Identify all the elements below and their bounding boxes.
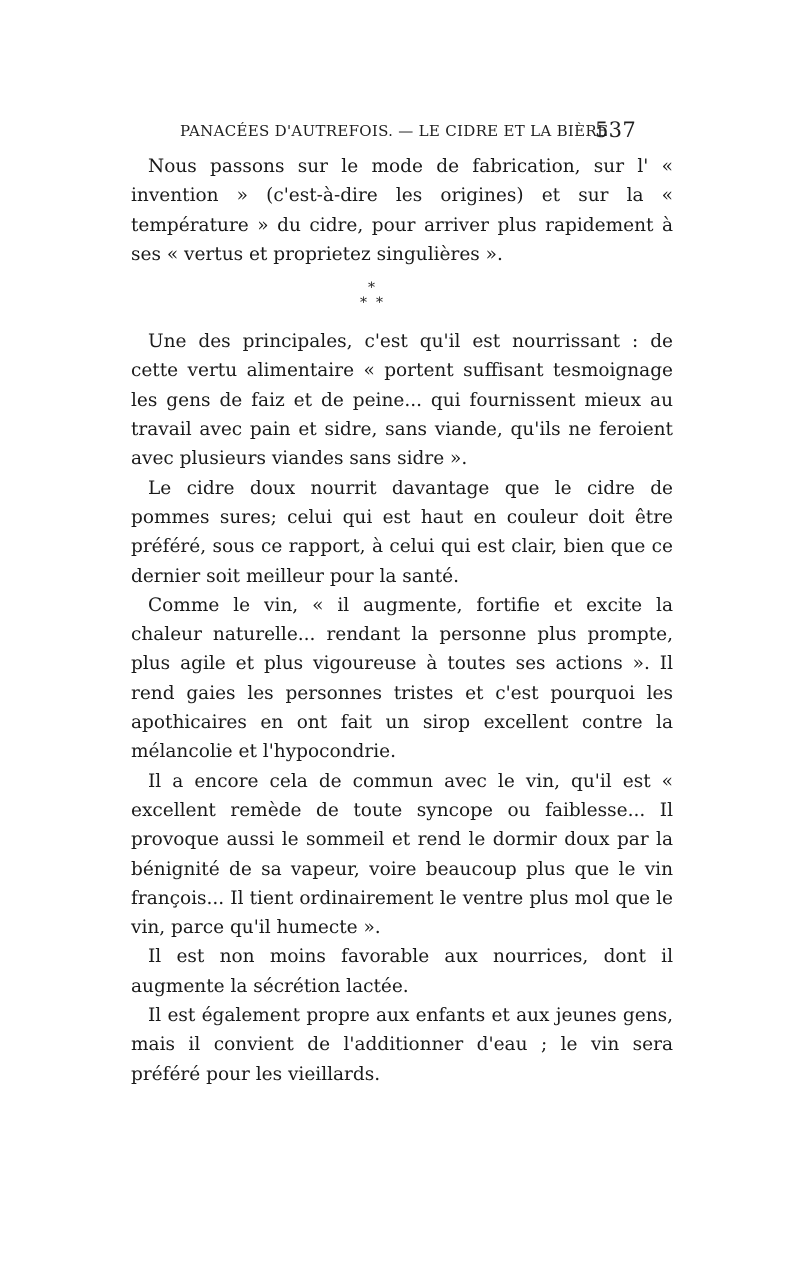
paragraph-5: Il a encore cela de commun avec le vin, qu'il est « excellent remède de toute syncope ou faiblesse... Il provoque aussi le sommeil et rend le dormir doux par la bénignité de sa vapeur, voire beaucoup plus que le vin françois... Il tient ordinairement le ventre plus mol que le vin, parce qu'il humecte ».: [131, 770, 673, 939]
paragraph-4: Comme le vin, « il augmente, fortifie et excite la chaleur naturelle... rendant la personne plus prompte, plus agile et plus vigoureuse à toutes ses actions ». Il rend gaies les personnes tristes et c'est pourquoi les apothicaires en ont fait un sirop excellent contre la mélancolie et l'hypocondrie.: [131, 594, 673, 763]
running-head: [180, 118, 636, 144]
paragraph-7: Il est également propre aux enfants et aux jeunes gens, mais il convient de l'additionner d'eau ; le vin sera préféré pour les vieillards.: [131, 1005, 673, 1085]
paragraph-3: Le cidre doux nourrit davantage que le cidre de pommes sures; celui qui est haut en couleur doit être préféré, sous ce rapport, à celui qui est clair, bien que ce dernier soit meilleur pour la santé.: [131, 477, 673, 587]
body-text: [131, 152, 673, 1089]
asterism-star: *: [368, 280, 375, 297]
paragraph-1: Nous passons sur le mode de fabrication, sur l' « invention » (c'est-à-dire les origines) et sur la « température » du cidre, pour arriver plus rapidement à ses « vertus et proprietez singulières ».: [131, 156, 673, 265]
page-number: 537: [595, 118, 636, 142]
asterism-star: *: [360, 295, 367, 312]
asterism-star: *: [376, 295, 383, 312]
asterism-separator: [131, 269, 673, 327]
running-title: PANACÉES D'AUTREFOIS. — LE CIDRE ET LA BIÈRE: [180, 122, 609, 140]
paragraph-6: Il est non moins favorable aux nourrices, dont il augmente la sécrétion lactée.: [131, 946, 673, 997]
paragraph-2: Une des principales, c'est qu'il est nourrissant : de cette vertu alimentaire « portent suffisant tesmoignage les gens de faiz et de peine... qui fournissent mieux au travail avec pain et sidre, sans viande, qu'ils ne feroient avec plusieurs viandes sans sidre ».: [131, 331, 673, 470]
